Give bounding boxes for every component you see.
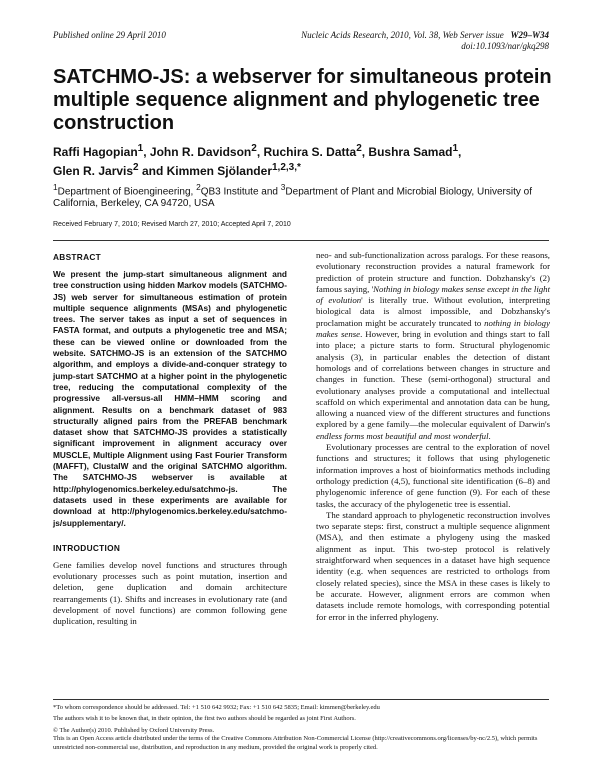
quote-text: nothing in biology makes sense	[316, 317, 550, 340]
affiliation-text: Department of Bioengineering,	[57, 186, 197, 198]
paragraph-text: . However, bring in evolution and things start to fall into place; a picture starts to form. Structural phylogenomic analysis (3), in particular enables the detection of distant homologs and of correlations between changes in structure and changes in function. These (semi-orthogonal) structural and evolutionary analyses provide a computational and intellectual scaffold on which experimental and annotation data can be hung, allowing a nuanced view of the different structures and functions explored by a gene family—the molecular equivalent of Darwin's	[316, 329, 550, 430]
joint-authorship-note: The authors wish it to be known that, in their opinion, the first two authors should be regarded as joint First Authors.	[53, 715, 356, 723]
abstract-heading: ABSTRACT	[53, 252, 102, 262]
affiliation-text: Department of Plant and Microbial Biology, University of California, Berkeley, CA 94720, USA	[53, 186, 532, 210]
article-title: SATCHMO-JS: a webserver for simultaneous protein multiple sequence alignment and phylogenetic tree construction	[53, 66, 552, 134]
introduction-heading: INTRODUCTION	[53, 542, 121, 553]
body-paragraph: Evolutionary processes are central to the exploration of novel functions and structures; it follows that using phylogenetic information improves a host of bioinformatics methods including orthology prediction (4,5), functional site identification (6–8) and phylogenomic inference of gene function (9). For each of these tasks, the accuracy of the phylogenetic tree is essential.	[316, 442, 550, 509]
author: Kimmen Sjölander	[166, 164, 272, 178]
left-column	[53, 250, 287, 628]
journal-info: Nucleic Acids Research, 2010, Vol. 38, Web Server issue	[301, 30, 504, 40]
affiliations	[53, 181, 543, 210]
body-paragraph: The standard approach to phylogenetic reconstruction involves two separate steps: first, construct a multiple sequence alignment (MSA), and then estimate a phylogeny using the masked alignment as input. This two-step protocol is relatively straightforward when sequences in a dataset have high sequence identity (e.g. when sequences are restricted to orthologs from closely related species), since the MSA in these cases is likely to be accurate. However, alignment errors are common when datasets include remote homologs, with corresponding potential for error in the inferred phylogeny.	[316, 509, 550, 622]
author-affiliation-mark: 1	[452, 143, 459, 154]
author: Bushra Samad	[368, 145, 453, 159]
abstract-text: We present the jump-start simultaneous alignment and tree construction using hidden Markov models (SATCHMO-JS) web server for simultaneous estimation of protein multiple sequence alignments (MSAs) and phylogenetic trees. The server takes as input a set of sequences in FASTA format, and outputs a phylogenetic tree and MSA; these can be viewed online or downloaded from the website. SATCHMO-JS is an extension of the SATCHMO algorithm, and employs a divide-and-conquer strategy to jump-start SATCHMO at a higher point in the phylogenetic tree, reducing the computational complexity of the progressive all-versus-all HMM–HMM scoring and alignment. Results on a benchmark dataset of 983 structurally aligned pairs from the PREFAB benchmark dataset show that SATCHMO-JS provides a statistically significant improvement in alignment accuracy over MUSCLE, Multiple Alignment using Fast Fourier Transform (MAFFT), ClustalW and the original SATCHMO algorithm. The SATCHMO-JS webserver is available at http://phylogenomics.berkeley.edu/satchmo-js. The datasets used in these experiments are available for download at http://phylogenomics.berkeley.edu/satchmo-js/supplementary/.	[53, 269, 287, 528]
paragraph-text: ' is literally true. Without evolution, interpreting biological data is almost impossible, and Dobzhansky's proclamation might be accurately truncated to	[316, 295, 550, 328]
correspondence-note: *To whom correspondence should be addressed. Tel: +1 510 642 9932; Fax: +1 510 642 5835; Email: kimmen@berkeley.edu	[53, 704, 380, 711]
license-note: This is an Open Access article distributed under the terms of the Creative Commons Attribution Non-Commercial License (http://creativecommons.org/licenses/by-nc/2.5), which permits unrestricted non-commercial use, distribution, and reproduction in any medium, provided the original work is properly cited.	[53, 735, 538, 751]
paragraph-text: .	[488, 430, 491, 441]
journal-citation	[301, 30, 549, 52]
body-paragraph	[316, 250, 550, 442]
author: Glen R. Jarvis	[53, 164, 134, 178]
running-header	[53, 30, 549, 54]
received-dates: Received February 7, 2010; Revised March 27, 2010; Accepted April 7, 2010	[53, 221, 291, 228]
header-divider	[53, 240, 549, 241]
author-affiliation-mark: 2	[251, 143, 257, 154]
author: John R. Davidson	[149, 145, 252, 159]
copyright-note: © The Author(s) 2010. Published by Oxford University Press.	[53, 726, 215, 734]
publication-date: Published online 29 April 2010	[53, 30, 166, 40]
paragraph-text: neo- and sub-functionalization across paralogs. For these reasons, evolutionary reconstruction provides a natural framework for prediction of protein structure and function. Dobzhansky's (2) famous saying, '	[316, 250, 550, 294]
quote-text: endless forms most beautiful and most wonderful	[316, 430, 489, 441]
author-affiliation-mark: 1	[137, 143, 144, 154]
affiliation-text: QB3 Institute and	[200, 186, 281, 198]
affiliation-mark: 3	[280, 182, 286, 192]
author-list: Raffi Hagopian$^1$, John R. Davidson$^2$, Ruchira S. Datta$^2$, Bushra Samad$^1$, Glen R. Jarvis$^2$ and Kimmen Sjölander$^{1,2,3,*}$	[53, 143, 462, 178]
doi: doi:10.1093/nar/gkq298	[461, 41, 549, 51]
quote-text: Nothing in biology makes sense except in the light of evolution	[316, 283, 551, 306]
author-affiliation-mark: 1,2,3,*	[271, 162, 301, 173]
footnotes	[53, 699, 549, 755]
affiliation-mark: 1	[53, 182, 58, 192]
affiliation-mark: 2	[196, 182, 201, 192]
introduction-paragraph: Gene families develop novel functions and structures through evolutionary processes such as point mutation, insertion and deletion, gene duplication and domain architecture rearrangements (1). Shifts and increases in evolutionary rate (and development of novel functions) are common following gene duplication, resulting in	[53, 559, 287, 627]
page-range: W29–W34	[510, 30, 549, 40]
right-column	[316, 250, 550, 623]
author: Ruchira S. Datta	[263, 145, 357, 159]
author-affiliation-mark: 2	[133, 162, 139, 173]
author-affiliation-mark: 2	[356, 143, 362, 154]
author: Raffi Hagopian	[53, 145, 138, 159]
